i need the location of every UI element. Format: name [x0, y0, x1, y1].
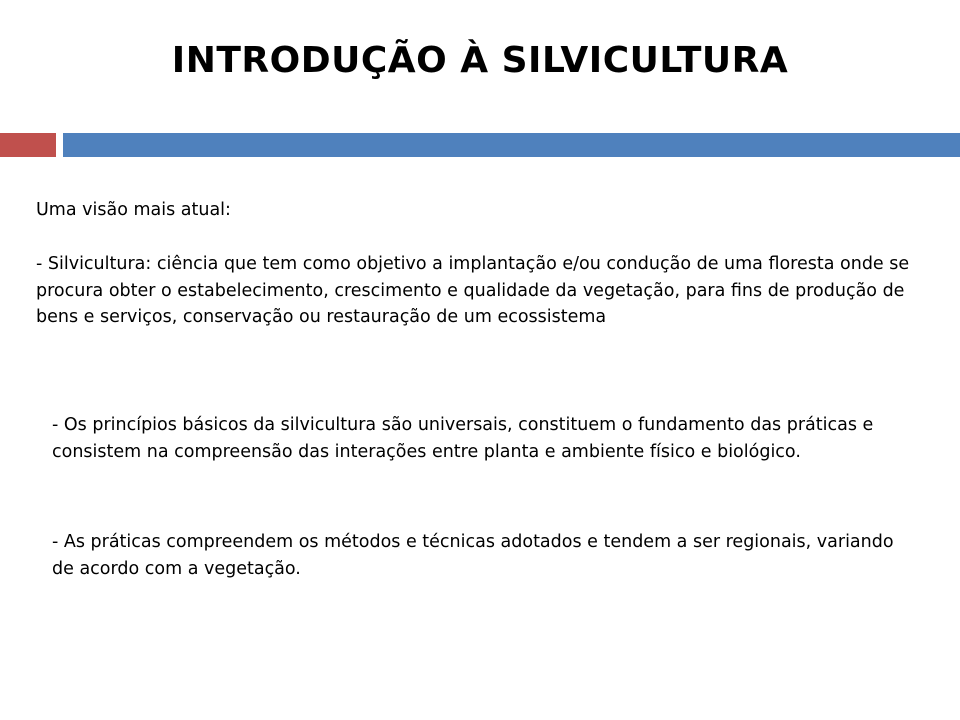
paragraph-principles: - Os princípios básicos da silvicultura são universais, constituem o fundamento das práticas e consistem na compreensão das interações entre planta e ambiente físico e biológico.	[52, 415, 874, 462]
slide-title: INTRODUÇÃO À SILVICULTURA	[171, 40, 789, 81]
paragraph-practices: - As práticas compreendem os métodos e técnicas adotados e tendem a ser regionais, variando de acordo com a vegetação.	[52, 532, 894, 579]
accent-bar-red	[0, 133, 56, 157]
paragraph-definition: - Silvicultura: ciência que tem como objetivo a implantação e/ou condução de uma floresta onde se procura obter o estabelecimento, crescimento e qualidade da vegetação, para fins de produção de bens e serviços, conservação ou restauração de um ecossistema	[36, 254, 910, 327]
section-heading: Uma visão mais atual:	[36, 200, 231, 220]
accent-bar-blue	[63, 133, 960, 157]
